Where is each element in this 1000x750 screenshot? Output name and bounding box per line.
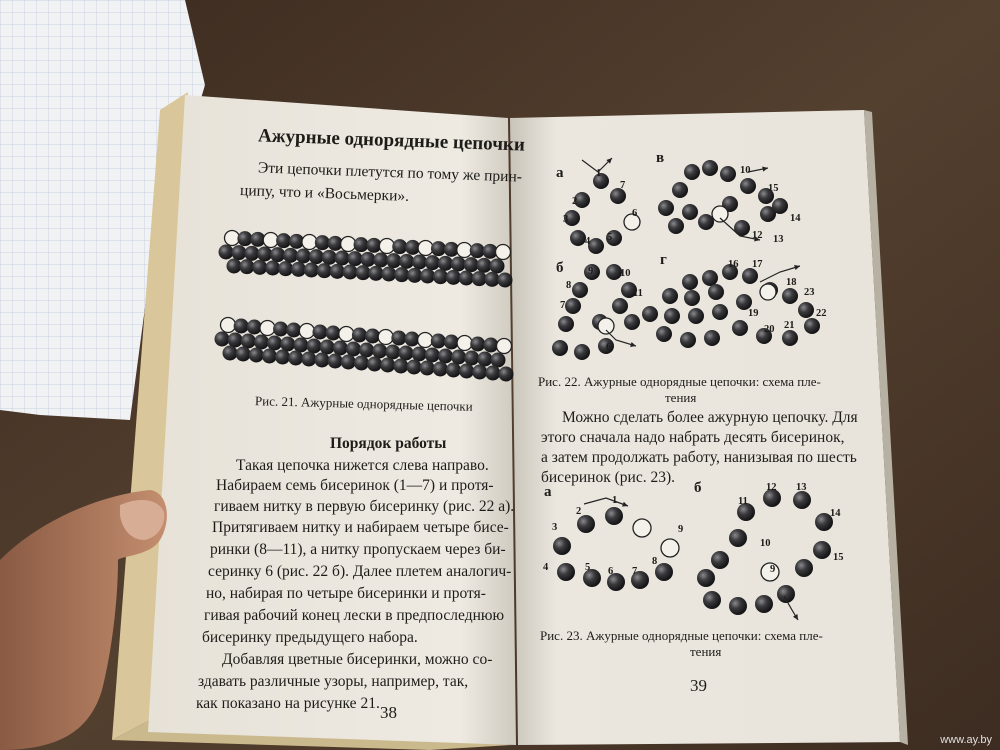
body-line-7: но, набирая по четыре бисеринки и протя- xyxy=(206,585,486,602)
bead xyxy=(702,160,718,176)
bead xyxy=(219,245,234,260)
right-body-line-2: этого сначала надо набрать десять бисеринок, xyxy=(541,429,845,446)
fig23b-num-13: 13 xyxy=(796,482,807,493)
bead xyxy=(813,541,831,559)
bead xyxy=(624,314,640,330)
bead xyxy=(433,269,448,284)
body-line-5: ринки (8—11), а нитку пропускаем через би- xyxy=(210,541,506,558)
bead-open xyxy=(497,339,512,354)
fig23a-num-6: 6 xyxy=(608,566,614,577)
fig22-label-v: в xyxy=(656,150,665,166)
bead xyxy=(392,239,407,254)
fig22g-num-20: 20 xyxy=(764,324,775,335)
bead xyxy=(464,351,479,366)
bead xyxy=(472,271,487,286)
fig23b-num-11: 11 xyxy=(738,496,748,507)
bead xyxy=(772,198,788,214)
bead xyxy=(431,334,446,349)
bead xyxy=(267,336,282,351)
fig22g-num-22: 22 xyxy=(816,308,827,319)
bead xyxy=(712,304,728,320)
bead xyxy=(688,308,704,324)
fig22b-num-9: 9 xyxy=(588,266,594,277)
bead xyxy=(572,282,588,298)
bead xyxy=(782,330,798,346)
bead xyxy=(477,352,492,367)
bead xyxy=(682,274,698,290)
bead xyxy=(702,270,718,286)
fig23a-num-3: 3 xyxy=(552,522,558,533)
bead xyxy=(368,266,383,281)
bead xyxy=(343,265,358,280)
body-line-11: здавать различные узоры, например, так, xyxy=(198,673,469,690)
bead xyxy=(412,255,427,270)
fig22a-num-7: 7 xyxy=(620,180,626,191)
bead-open xyxy=(457,336,472,351)
fig22b-num-10: 10 xyxy=(620,268,631,279)
fig22g-num-18: 18 xyxy=(786,277,797,288)
fig22-label-a: а xyxy=(556,165,564,181)
bead xyxy=(655,563,673,581)
bead xyxy=(451,350,466,365)
fig22v-num-12: 12 xyxy=(752,230,763,241)
bead xyxy=(385,345,400,360)
bead xyxy=(668,218,684,234)
fig22a-num-3: 3 xyxy=(563,214,569,225)
bead xyxy=(244,246,259,261)
fig22a-num-4: 4 xyxy=(585,236,591,247)
bead-open xyxy=(457,243,472,258)
section-heading: Порядок работы xyxy=(330,435,447,452)
bead xyxy=(425,255,440,270)
bead-open xyxy=(598,318,614,334)
bead xyxy=(459,271,474,286)
bead-open xyxy=(221,318,236,333)
fig23-label-b: б xyxy=(694,480,702,496)
body-line-10: Добавляя цветные бисеринки, можно со- xyxy=(222,651,493,668)
bead xyxy=(498,273,513,288)
fig22b-num-8: 8 xyxy=(566,280,572,291)
watermark: www.ay.by xyxy=(940,734,992,746)
bead-open xyxy=(260,321,275,336)
bead xyxy=(711,551,729,569)
fig22v-num-10: 10 xyxy=(740,165,751,176)
fig22a-num-6: 6 xyxy=(632,208,638,219)
bead xyxy=(577,515,595,533)
bead xyxy=(477,258,492,273)
fig22g-num-17: 17 xyxy=(752,259,763,270)
bead xyxy=(293,338,308,353)
bead xyxy=(322,250,337,265)
bead xyxy=(446,270,461,285)
bead xyxy=(446,363,461,378)
bead xyxy=(249,348,264,363)
bead xyxy=(341,355,356,370)
bead xyxy=(451,257,466,272)
bead xyxy=(662,288,678,304)
bead xyxy=(328,354,343,369)
bead xyxy=(359,343,374,358)
fig23b-num-12: 12 xyxy=(766,482,777,493)
bead xyxy=(734,220,750,236)
bead xyxy=(708,284,724,300)
bead xyxy=(680,332,696,348)
bead xyxy=(732,320,748,336)
bead xyxy=(228,333,243,348)
bead xyxy=(373,253,388,268)
bead xyxy=(236,347,251,362)
fig22v-num-13: 13 xyxy=(773,234,784,245)
bead xyxy=(425,348,440,363)
bead xyxy=(684,164,700,180)
fig22g-num-21: 21 xyxy=(784,320,795,331)
bead xyxy=(704,330,720,346)
bead-open xyxy=(263,233,278,248)
bead xyxy=(372,344,387,359)
figure-23-caption-line-2: тения xyxy=(690,644,722,659)
bead xyxy=(798,302,814,318)
body-line-8: гивая рабочий конец лески в предпоследнюю xyxy=(204,607,505,624)
fig23b-num-14: 14 xyxy=(830,508,841,519)
bead xyxy=(552,340,568,356)
bead xyxy=(431,241,446,256)
bead xyxy=(381,267,396,282)
body-line-1: Такая цепочка нижется слева направо. xyxy=(236,457,489,474)
bead xyxy=(658,200,674,216)
bead xyxy=(241,334,256,349)
bead xyxy=(354,356,369,371)
fig22g-num-23: 23 xyxy=(804,287,815,298)
figure-22-caption-line-1: Рис. 22. Ажурные однорядные цепочки: схема пле- xyxy=(538,374,821,389)
bead xyxy=(315,353,330,368)
bead xyxy=(698,214,714,230)
intro-line-1: Эти цепочки плетутся по тому же прин- xyxy=(257,159,523,186)
bead-open xyxy=(661,539,679,557)
bead xyxy=(742,268,758,284)
figure-22-caption-line-2: тения xyxy=(665,390,697,405)
bead xyxy=(664,308,680,324)
bead xyxy=(348,251,363,266)
fig22-label-g: г xyxy=(660,252,667,268)
bead xyxy=(278,261,293,276)
bead xyxy=(499,367,514,382)
bead xyxy=(755,595,773,613)
fig23a-num-9: 9 xyxy=(678,524,684,535)
bead xyxy=(223,346,238,361)
bead xyxy=(330,264,345,279)
bead xyxy=(399,346,414,361)
fig23b-num-15: 15 xyxy=(833,552,844,563)
bead xyxy=(642,306,658,322)
fig22a-num-5: 5 xyxy=(607,232,613,243)
bead xyxy=(291,262,306,277)
bead xyxy=(464,257,479,272)
bead xyxy=(682,204,698,220)
bead-open xyxy=(299,324,314,339)
bead xyxy=(470,243,485,258)
bead xyxy=(684,290,700,306)
bead xyxy=(485,366,500,381)
bead-open xyxy=(379,239,394,254)
bead xyxy=(273,322,288,337)
fig22v-num-14: 14 xyxy=(790,213,801,224)
bead xyxy=(234,319,249,334)
bead xyxy=(553,537,571,555)
intro-line-2: ципу, что и «Восьмерки». xyxy=(239,182,410,205)
fig23a-num-5: 5 xyxy=(585,562,591,573)
fig22-label-b: б xyxy=(556,260,564,276)
bead xyxy=(354,237,369,252)
bead xyxy=(257,247,272,262)
bead xyxy=(239,259,254,274)
fig23a-num-4: 4 xyxy=(543,562,549,573)
bead xyxy=(280,337,295,352)
bead xyxy=(729,529,747,547)
fig22g-num-16: 16 xyxy=(728,259,739,270)
bead xyxy=(588,238,604,254)
fig22b-num-6: 6 xyxy=(606,342,612,353)
bead xyxy=(697,569,715,587)
bead xyxy=(393,359,408,374)
fig22a-num-1: 1 xyxy=(596,168,602,179)
bead xyxy=(333,341,348,356)
bead xyxy=(391,331,406,346)
fig23-label-a: а xyxy=(544,484,552,500)
bead xyxy=(386,253,401,268)
bead-open xyxy=(225,231,240,246)
fig22a-num-2: 2 xyxy=(572,196,578,207)
right-body-line-3: а затем продолжать работу, нанизывая по шесть xyxy=(541,449,857,466)
figure-23-caption-line-1: Рис. 23. Ажурные однорядные цепочки: схема пле- xyxy=(540,628,823,643)
bead xyxy=(420,361,435,376)
bead xyxy=(309,249,324,264)
fig22v-num-15: 15 xyxy=(768,183,779,194)
bead xyxy=(570,230,586,246)
page-number-right: 39 xyxy=(690,676,707,695)
bead xyxy=(558,316,574,332)
bead xyxy=(729,597,747,615)
bead xyxy=(367,357,382,372)
bead xyxy=(703,591,721,609)
bead-open xyxy=(302,235,317,250)
bead xyxy=(672,182,688,198)
bead xyxy=(360,252,375,267)
bead xyxy=(352,328,367,343)
figure-21-caption: Рис. 21. Ажурные однорядные цепочки xyxy=(254,393,473,414)
bead xyxy=(307,339,322,354)
bead xyxy=(720,166,736,182)
fig22b-num-11: 11 xyxy=(633,288,643,299)
page-number-left: 38 xyxy=(380,703,397,722)
bead xyxy=(252,260,267,275)
bead xyxy=(459,364,474,379)
bead xyxy=(574,344,590,360)
bead xyxy=(612,298,628,314)
fig23b-num-10: 10 xyxy=(760,538,771,549)
bead xyxy=(491,353,506,368)
bead xyxy=(472,365,487,380)
body-line-6: серинку 6 (рис. 22 б). Далее плетем аналогич- xyxy=(208,563,512,580)
fig22g-num-19: 19 xyxy=(748,308,759,319)
bead-open xyxy=(496,245,511,260)
bead xyxy=(412,347,427,362)
bead-open xyxy=(339,327,354,342)
bead xyxy=(565,298,581,314)
bead xyxy=(346,342,361,357)
bead xyxy=(265,261,280,276)
fig23a-num-7: 7 xyxy=(632,566,638,577)
bead-open xyxy=(712,206,728,222)
bead xyxy=(656,326,672,342)
bead-open xyxy=(341,237,356,252)
bead xyxy=(320,340,335,355)
body-line-3: гиваем нитку в первую бисеринку (рис. 22 а). xyxy=(214,498,515,515)
bead xyxy=(407,360,422,375)
bead xyxy=(470,337,485,352)
bead xyxy=(438,256,453,271)
bead xyxy=(304,263,319,278)
bead xyxy=(438,349,453,364)
bead xyxy=(276,233,291,248)
bead xyxy=(283,248,298,263)
bead xyxy=(215,332,230,347)
bead xyxy=(795,559,813,577)
bead xyxy=(740,178,756,194)
fig23a-num-2: 2 xyxy=(576,506,582,517)
bead xyxy=(557,563,575,581)
bead xyxy=(315,235,330,250)
bead xyxy=(317,263,332,278)
bead xyxy=(227,259,242,274)
bead xyxy=(270,247,285,262)
fig23a-num-1: 1 xyxy=(612,495,618,506)
bead xyxy=(254,335,269,350)
right-body-line-1: Можно сделать более ажурную цепочку. Для xyxy=(562,409,858,426)
bead xyxy=(262,349,277,364)
bead-open xyxy=(418,241,433,256)
bead-open xyxy=(378,330,393,345)
bead xyxy=(288,351,303,366)
bead xyxy=(275,350,290,365)
body-line-9: бисеринку предыдущего набора. xyxy=(202,629,418,646)
bead xyxy=(485,272,500,287)
bead xyxy=(490,259,505,274)
page-title: Ажурные однорядные цепочки xyxy=(257,125,526,156)
bead xyxy=(793,491,811,509)
bead-open xyxy=(760,284,776,300)
bead xyxy=(301,352,316,367)
bead xyxy=(782,288,798,304)
bead xyxy=(605,507,623,525)
bead xyxy=(231,245,246,260)
fig23b-num-9: 9 xyxy=(770,564,776,575)
bead xyxy=(237,231,252,246)
bead xyxy=(335,251,350,266)
bead xyxy=(804,318,820,334)
body-line-12: как показано на рисунке 21. xyxy=(196,695,380,712)
fig23a-num-8: 8 xyxy=(652,556,658,567)
body-line-4: Притягиваем нитку и набираем четыре бисе- xyxy=(212,519,509,536)
bead xyxy=(420,269,435,284)
bead xyxy=(399,254,414,269)
right-body-line-4: бисеринок (рис. 23). xyxy=(541,469,675,486)
bead xyxy=(433,362,448,377)
bead xyxy=(356,265,371,280)
bead xyxy=(407,268,422,283)
bead xyxy=(313,325,328,340)
fig22b-num-7: 7 xyxy=(560,300,566,311)
bead-open xyxy=(633,519,651,537)
bead xyxy=(394,267,409,282)
bead xyxy=(296,249,311,264)
body-line-2: Набираем семь бисеринок (1—7) и протя- xyxy=(216,477,494,494)
bead-open xyxy=(418,333,433,348)
bead xyxy=(380,358,395,373)
